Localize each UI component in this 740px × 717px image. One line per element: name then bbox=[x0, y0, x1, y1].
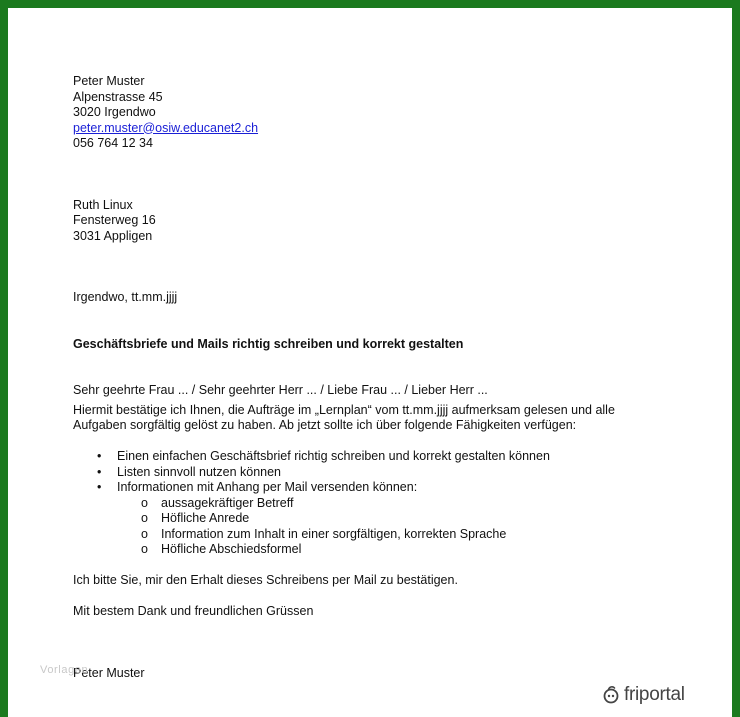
signature-name: Peter Muster bbox=[73, 666, 145, 680]
sender-block bbox=[73, 74, 713, 152]
watermark-text: Vorlagen bbox=[40, 664, 89, 676]
letter-subject: Geschäftsbriefe und Mails richtig schreiben und korrekt gestalten bbox=[73, 336, 464, 351]
sub-list-item: o Information zum Inhalt in einer sorgfältigen, korrekten Sprache bbox=[161, 527, 713, 543]
place-date: Irgendwo, tt.mm.jjjj bbox=[73, 290, 178, 304]
letter-body bbox=[73, 74, 713, 682]
sender-email-link[interactable]: peter.muster@osiw.educanet2.ch bbox=[73, 120, 259, 135]
salutation: Sehr geehrte Frau ... / Sehr geehrter Herr ... / Liebe Frau ... / Lieber Herr ... bbox=[73, 383, 488, 397]
closing-phrase: Mit bestem Dank und freundlichen Grüssen bbox=[73, 604, 314, 618]
sender-street: Alpenstrasse 45 bbox=[73, 89, 163, 104]
sub-list bbox=[117, 496, 713, 558]
confirm-request: Ich bitte Sie, mir den Erhalt dieses Schreibens per Mail zu bestätigen. bbox=[73, 573, 458, 587]
friportal-logo bbox=[600, 684, 685, 706]
list-item-label: Informationen mit Anhang per Mail versenden können: bbox=[117, 480, 418, 494]
friportal-logo-icon bbox=[600, 684, 622, 706]
recipient-street: Fensterweg 16 bbox=[73, 213, 156, 227]
recipient-name: Ruth Linux bbox=[73, 197, 133, 212]
sender-name: Peter Muster bbox=[73, 74, 145, 88]
intro-line-1: Hiermit bestätige ich Ihnen, die Aufträge im „Lernplan“ vom tt.mm.jjjj aufmerksam gelesen und alle bbox=[73, 402, 615, 417]
list-item: • Einen einfachen Geschäftsbrief richtig schreiben und korrekt gestalten können bbox=[117, 449, 713, 465]
sender-city: 3020 Irgendwo bbox=[73, 105, 156, 119]
list-item: • Listen sinnvoll nutzen können bbox=[117, 465, 713, 481]
letter-page bbox=[8, 8, 732, 717]
recipient-block bbox=[73, 198, 713, 245]
sub-list-item: o aussagekräftiger Betreff bbox=[161, 496, 713, 512]
friportal-logo-text: friportal bbox=[624, 684, 685, 705]
skills-list bbox=[73, 449, 713, 558]
list-item bbox=[117, 480, 713, 558]
recipient-city: 3031 Appligen bbox=[73, 228, 153, 243]
sub-list-item: o Höfliche Abschiedsformel bbox=[161, 542, 713, 558]
sender-phone: 056 764 12 34 bbox=[73, 136, 153, 150]
intro-line-2: Aufgaben sorgfältig gelöst zu haben. Ab jetzt sollte ich über folgende Fähigkeiten verfügen: bbox=[73, 418, 577, 432]
sub-list-item: o Höfliche Anrede bbox=[161, 511, 713, 527]
